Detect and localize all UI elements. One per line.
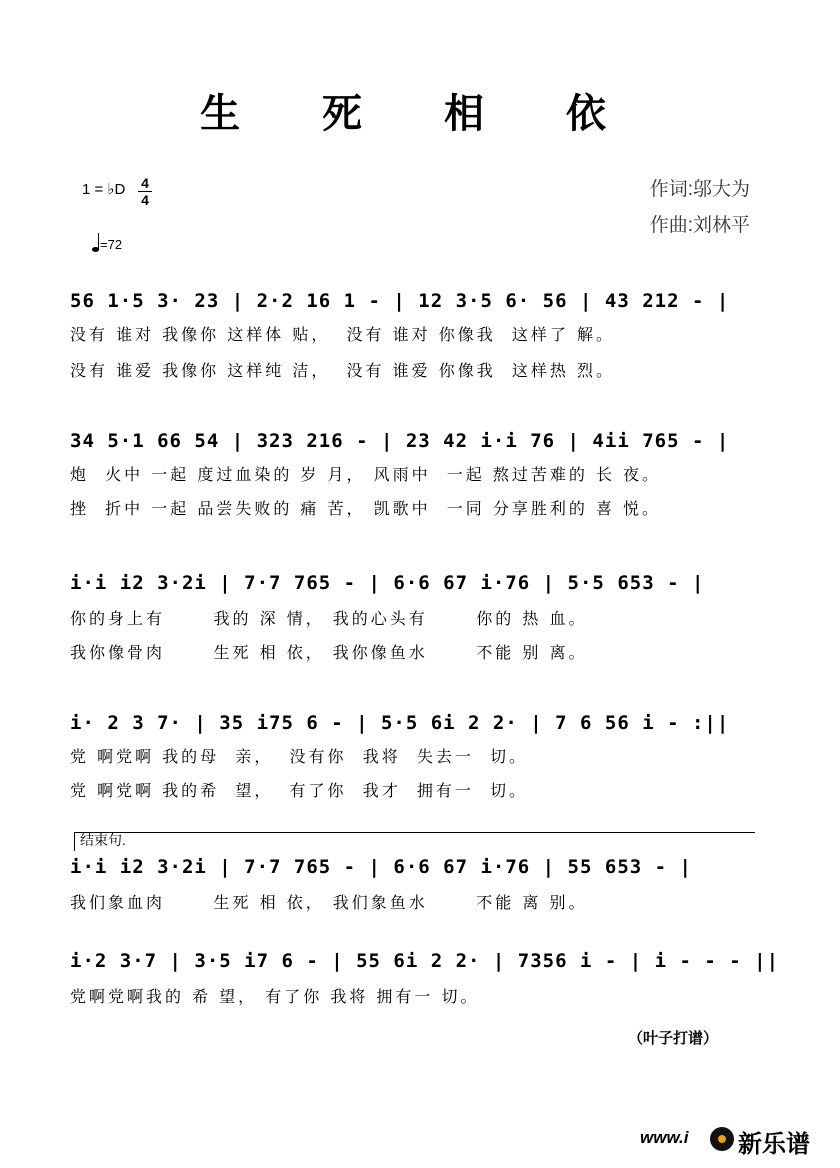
ending-bracket	[74, 832, 755, 851]
tempo-marking	[92, 232, 122, 252]
notation-line: i·i i2 3·2i | 7·7 765 - | 6·6 67 i·76 | 55 653 - |	[70, 856, 692, 878]
watermark-name: 新乐谱	[738, 1130, 810, 1158]
lyric-line: 炮 火中 一起 度过血染的 岁 月， 风雨中 一起 熬过苦难的 长 夜。	[70, 465, 662, 484]
notation-line: i·2 3·7 | 3·5 i7 6 - | 55 6i 2 2· | 7356 i - | i - - - ||	[70, 950, 780, 972]
lyric-line: 党 啊党啊 我的希 望， 有了你 我才 拥有一 切。	[70, 781, 529, 800]
notation-line: i· 2 3 7· | 35 i75 6 - | 5·5 6i 2 2· | 7 6 56 i - :||	[70, 712, 730, 734]
tempo-value: =72	[100, 237, 123, 252]
ending-label: 结束句.	[80, 832, 126, 848]
notation-line: 56 1·5 3· 23 | 2·2 16 1 - | 12 3·5 6· 56 | 43 212 - |	[70, 290, 730, 312]
song-title: 生 死 相 依	[200, 90, 640, 137]
composer-credit: 作曲:刘林平	[649, 215, 750, 236]
notation-line: 34 5·1 66 54 | 323 216 - | 23 42 i·i 76 | 4ii 765 - |	[70, 430, 730, 452]
lyric-line: 我们象血肉 生死 相 依， 我们象鱼水 不能 离 别。	[70, 893, 588, 912]
transcriber-credit: （叶子打谱）	[628, 1029, 719, 1047]
record-logo-icon	[710, 1127, 734, 1151]
key-signature: 1 = ♭D	[82, 181, 126, 198]
time-sig-numerator: 4	[141, 175, 149, 191]
watermark-url: www.i	[640, 1128, 689, 1147]
lyric-line: 挫 折中 一起 品尝失败的 痛 苦， 凯歌中 一同 分享胜利的 喜 悦。	[70, 499, 662, 518]
lyric-line: 党 啊党啊 我的母 亲， 没有你 我将 失去一 切。	[70, 747, 529, 766]
notation-line: i·i i2 3·2i | 7·7 765 - | 6·6 67 i·76 | 5·5 653 - |	[70, 572, 705, 594]
lyric-line: 你的身上有 我的 深 情， 我的心头有 你的 热 血。	[70, 609, 588, 628]
lyric-line: 我你像骨肉 生死 相 依， 我你像鱼水 不能 别 离。	[70, 643, 588, 662]
quarter-note-icon	[92, 232, 100, 252]
time-sig-denominator: 4	[141, 192, 149, 208]
lyricist-credit: 作词:邬大为	[649, 179, 750, 200]
lyric-line: 没有 谁对 我像你 这样体 贴， 没有 谁对 你像我 这样了 解。	[70, 325, 615, 344]
lyric-line: 党啊党啊我的 希 望， 有了你 我将 拥有一 切。	[70, 987, 480, 1006]
lyric-line: 没有 谁爱 我像你 这样纯 洁， 没有 谁爱 你像我 这样热 烈。	[70, 361, 615, 380]
time-signature	[138, 176, 152, 207]
